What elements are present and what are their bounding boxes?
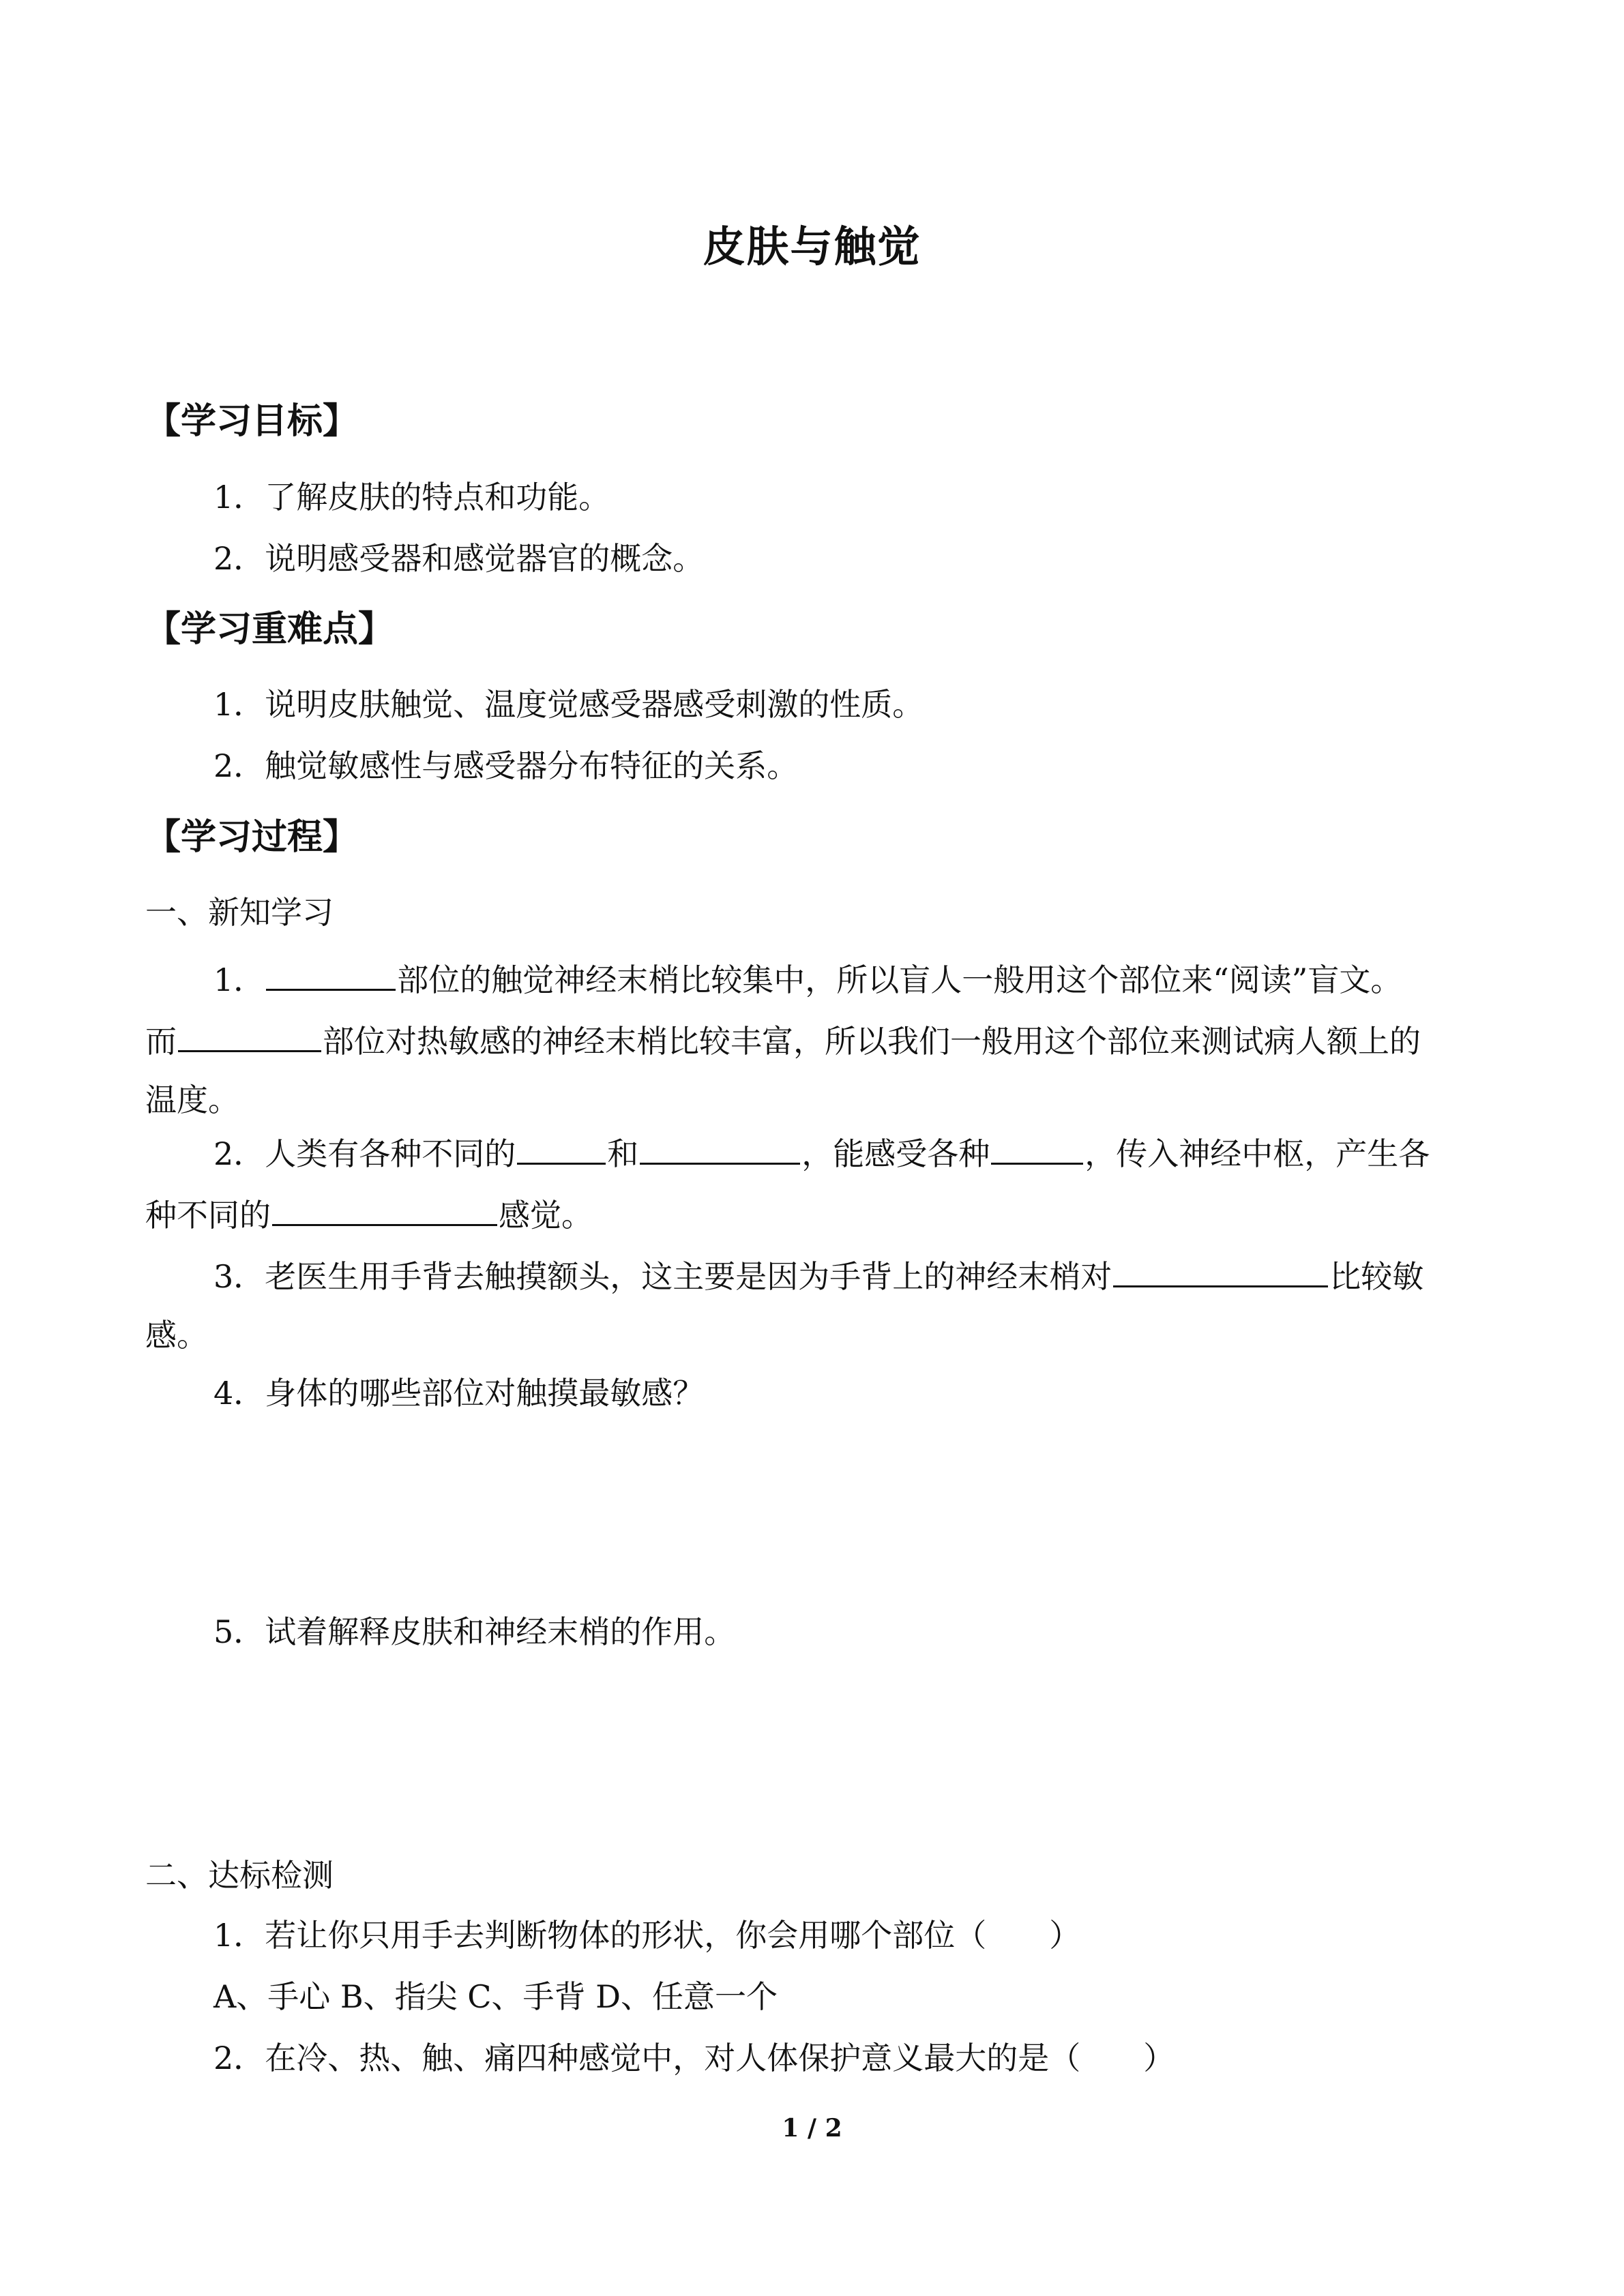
q3-text: 3．老医生用手背去触摸额头，这主要是因为手背上的神经末梢对 bbox=[213, 1258, 1112, 1295]
key-point-item: 2．触觉敏感性与感受器分布特征的关系。 bbox=[213, 747, 799, 784]
q1-text: 部位对热敏感的神经末梢比较丰富，所以我们一般用这个部位来测试病人额上的 bbox=[323, 1023, 1421, 1060]
answer-blank[interactable] bbox=[1113, 1258, 1328, 1287]
question-1-line-3: 温度。 bbox=[145, 1082, 239, 1118]
q3-text: 比较敏 bbox=[1329, 1258, 1424, 1295]
q2-text: 感觉。 bbox=[499, 1197, 593, 1234]
question-3-line-2: 感。 bbox=[145, 1317, 208, 1354]
question-3-line-1 bbox=[213, 1258, 1424, 1295]
question-2-line-2 bbox=[145, 1197, 593, 1234]
q2-text: ，能感受各种 bbox=[801, 1135, 990, 1172]
q1-text: 部位的触觉神经末梢比较集中，所以盲人一般用这个部位来“阅读”盲文。 bbox=[397, 961, 1402, 998]
objective-item: 1．了解皮肤的特点和功能。 bbox=[213, 479, 610, 516]
question-5: 5．试着解释皮肤和神经末梢的作用。 bbox=[213, 1613, 736, 1650]
answer-blank[interactable] bbox=[178, 1023, 321, 1052]
answer-blank[interactable] bbox=[266, 961, 396, 991]
q2-text: 2．人类有各种不同的 bbox=[213, 1135, 516, 1172]
q2-text: 和 bbox=[607, 1135, 639, 1172]
answer-blank[interactable] bbox=[517, 1135, 606, 1165]
q1-number: 1． bbox=[213, 961, 265, 998]
key-point-item: 1．说明皮肤触觉、温度觉感受器感受刺激的性质。 bbox=[213, 686, 924, 723]
question-4: 4．身体的哪些部位对触摸最敏感？ bbox=[213, 1375, 705, 1412]
question-1-line-1 bbox=[213, 961, 1402, 996]
answer-blank[interactable] bbox=[272, 1197, 497, 1226]
question-2-line-1 bbox=[213, 1135, 1430, 1172]
test-question-1: 1．若让你只用手去判断物体的形状，你会用哪个部位（ ） bbox=[213, 1917, 1081, 1954]
question-1-line-2 bbox=[145, 1023, 1421, 1060]
key-points-heading: 【学习重难点】 bbox=[145, 609, 394, 650]
section1-title: 一、新知学习 bbox=[145, 894, 334, 931]
q1-text: 而 bbox=[145, 1023, 177, 1060]
test-question-1-options: A、手心 B、指尖 C、手背 D、任意一个 bbox=[213, 1978, 778, 2015]
answer-blank[interactable] bbox=[640, 1135, 800, 1165]
page-number: 1 / 2 bbox=[782, 2114, 842, 2143]
q2-text: ，传入神经中枢，产生各 bbox=[1084, 1135, 1430, 1172]
test-question-2: 2．在冷、热、触、痛四种感觉中，对人体保护意义最大的是（ ） bbox=[213, 2040, 1175, 2076]
q2-text: 种不同的 bbox=[145, 1197, 271, 1234]
process-heading: 【学习过程】 bbox=[145, 817, 359, 858]
section2-title: 二、达标检测 bbox=[145, 1857, 334, 1894]
objective-item: 2．说明感受器和感觉器官的概念。 bbox=[213, 540, 705, 577]
answer-blank[interactable] bbox=[991, 1135, 1083, 1165]
page-title: 皮肤与触觉 bbox=[703, 222, 921, 271]
objectives-heading: 【学习目标】 bbox=[145, 401, 359, 442]
